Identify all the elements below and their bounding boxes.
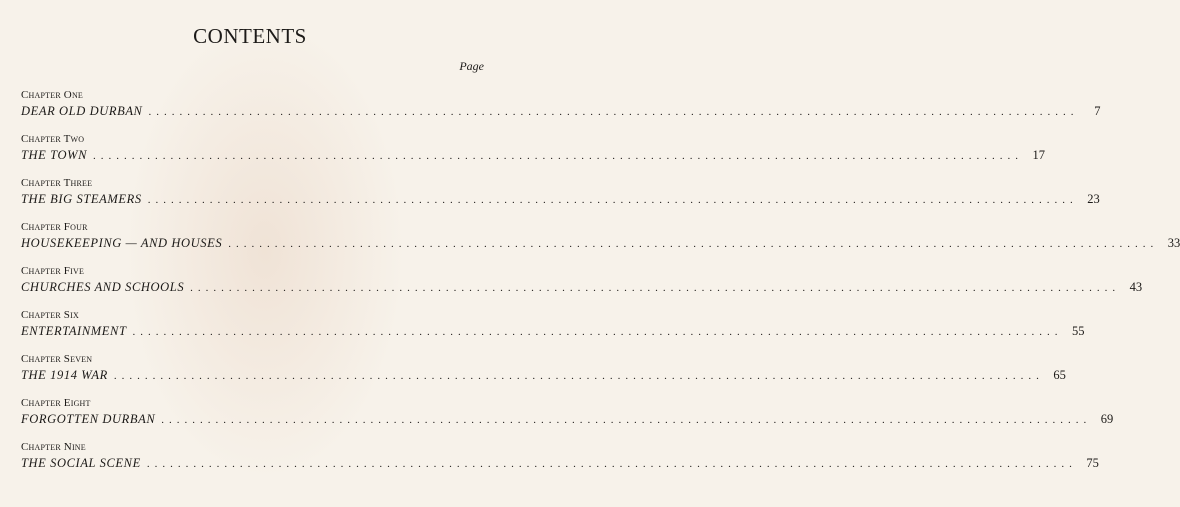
chapter-label: Chapter Seven: [21, 353, 93, 365]
chapter-title: DEAR OLD DURBAN: [21, 104, 143, 118]
leader-dots: ........................................................................................................................: [148, 106, 1079, 118]
chapter-page-number: 65: [1053, 368, 1066, 382]
toc-entry: [21, 89, 1101, 129]
leader-dots: ........................................................................................................................: [228, 238, 1159, 250]
toc-entry: [21, 133, 1046, 173]
chapter-title: THE BIG STEAMERS: [21, 192, 142, 206]
chapter-page-number: 55: [1072, 324, 1085, 338]
chapter-title: CHURCHES AND SCHOOLS: [21, 280, 185, 294]
chapter-title: THE SOCIAL SCENE: [21, 456, 141, 470]
chapter-page-number: 7: [1094, 104, 1101, 118]
toc-entry: [21, 397, 1114, 437]
leader-dots: ........................................................................................................................: [146, 458, 1077, 470]
chapter-title: THE 1914 WAR: [21, 368, 108, 382]
chapter-label: Chapter One: [21, 89, 84, 101]
toc-entry: [21, 265, 1143, 305]
chapter-title: HOUSEKEEPING — AND HOUSES: [21, 236, 223, 250]
leader-dots: ........................................................................................................................: [132, 326, 1063, 338]
leader-dots: ........................................................................................................................: [161, 414, 1092, 426]
toc-entry: [21, 441, 1099, 481]
chapter-page-number: 23: [1087, 192, 1100, 206]
chapter-title: THE TOWN: [21, 148, 88, 162]
toc-entry: [21, 353, 1066, 393]
chapter-label: Chapter Eight: [21, 397, 91, 409]
chapter-label: Chapter Six: [21, 309, 79, 321]
toc-entry: [21, 177, 1100, 217]
chapter-label: Chapter Nine: [21, 441, 86, 453]
chapter-page-number: 33: [1167, 236, 1180, 250]
chapter-title: FORGOTTEN DURBAN: [21, 412, 156, 426]
page-title: CONTENTS: [193, 24, 307, 48]
chapter-page-number: 75: [1086, 456, 1099, 470]
chapter-label: Chapter Five: [21, 265, 85, 277]
toc-entry: [21, 309, 1085, 349]
leader-dots: ........................................................................................................................: [190, 282, 1121, 294]
toc-entry: [21, 221, 1180, 261]
leader-dots: ........................................................................................................................: [113, 370, 1044, 382]
chapter-page-number: 17: [1032, 148, 1046, 162]
chapter-label: Chapter Three: [21, 177, 93, 189]
leader-dots: ........................................................................................................................: [93, 150, 1024, 162]
chapter-title: ENTERTAINMENT: [21, 324, 127, 338]
chapter-page-number: 43: [1129, 280, 1143, 294]
chapter-label: Chapter Two: [21, 133, 85, 145]
chapter-page-number: 69: [1100, 412, 1114, 426]
page-column-label: Page: [459, 59, 484, 73]
leader-dots: ........................................................................................................................: [147, 194, 1078, 206]
chapter-label: Chapter Four: [21, 221, 88, 233]
